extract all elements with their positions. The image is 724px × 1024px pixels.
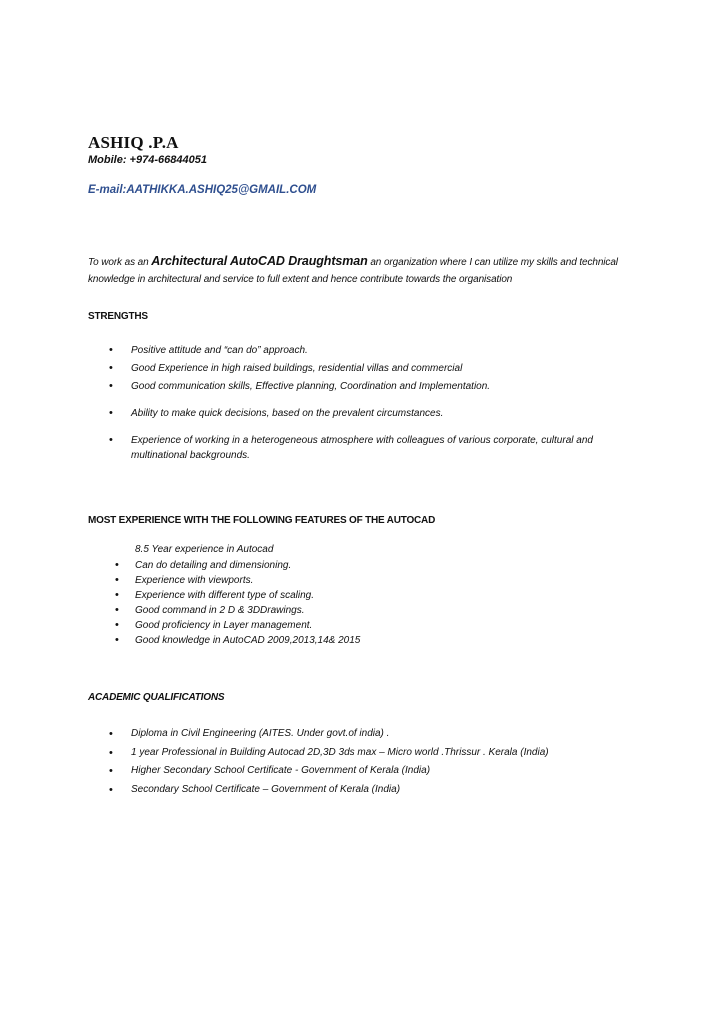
list-item xyxy=(109,725,651,744)
list-item-text: Ability to make quick decisions, based on the prevalent circumstances. xyxy=(131,408,444,419)
list-item-text: Higher Secondary School Certificate - Government of Kerala (India) xyxy=(131,765,431,776)
bullet-icon: • xyxy=(109,728,113,740)
bullet-icon: • xyxy=(115,619,119,631)
email-address[interactable]: E-mail:AATHIKKA.ASHIQ25@GMAIL.COM xyxy=(88,184,317,196)
academic-heading: ACADEMIC QUALIFICATIONS xyxy=(88,692,225,703)
bullet-icon: • xyxy=(115,559,119,571)
bullet-icon: • xyxy=(115,634,119,646)
list-item xyxy=(109,379,636,394)
bullet-icon: • xyxy=(109,746,113,759)
strengths-heading: STRENGTHS xyxy=(88,311,148,322)
list-item-text: 1 year Professional in Building Autocad 2D,3D 3ds max – Micro world .Thrissur . Kerala (India) xyxy=(131,746,549,758)
career-objective xyxy=(88,253,633,288)
candidate-name: ASHIQ .P.A xyxy=(88,133,179,152)
list-item-text: Secondary School Certificate – Government of Kerala (India) xyxy=(131,783,401,795)
list-item xyxy=(109,744,651,763)
bullet-icon: • xyxy=(115,574,119,586)
experience-intro: 8.5 Year experience in Autocad xyxy=(135,544,274,555)
list-item-text: Can do detailing and dimensioning. xyxy=(135,560,292,571)
list-item xyxy=(109,781,651,800)
list-item xyxy=(115,603,615,618)
bullet-icon: • xyxy=(109,344,113,356)
bullet-icon: • xyxy=(109,434,113,446)
list-item-text: Good Experience in high raised buildings, residential villas and commercial xyxy=(131,363,463,374)
bullet-icon: • xyxy=(115,589,119,601)
list-item-text: Diploma in Civil Engineering (AITES. Under govt.of india) . xyxy=(131,728,390,739)
objective-role: Architectural AutoCAD Draughtsman xyxy=(151,254,368,268)
bullet-icon: • xyxy=(109,407,113,419)
objective-suffix: an organization where I can utilize my skills and technical knowledge in architectural and service to full extent and hence contribute towards the organisation xyxy=(88,257,618,285)
list-item xyxy=(115,558,615,573)
bullet-icon: • xyxy=(109,362,113,374)
bullet-icon: • xyxy=(109,765,113,777)
list-item xyxy=(109,433,636,463)
list-item xyxy=(115,618,615,633)
list-item xyxy=(115,633,615,648)
list-item-text: Good knowledge in AutoCAD 2009,2013,14& 2015 xyxy=(135,635,361,646)
list-item-text: Positive attitude and “can do” approach. xyxy=(131,345,308,356)
bullet-icon: • xyxy=(109,783,113,796)
list-item-text: Experience with viewports. xyxy=(135,575,254,586)
list-item xyxy=(109,343,636,358)
mobile-number: Mobile: +974-66844051 xyxy=(88,154,207,166)
strengths-list xyxy=(109,343,636,466)
experience-heading: MOST EXPERIENCE WITH THE FOLLOWING FEATURES OF THE AUTOCAD xyxy=(88,515,436,526)
list-item-text: Experience with different type of scaling. xyxy=(135,590,314,601)
experience-list xyxy=(115,558,615,648)
objective-prefix: To work as an xyxy=(88,257,152,268)
list-item-text: Experience of working in a heterogeneous atmosphere with colleagues of various corporate, cultural and multinational backgrounds. xyxy=(131,435,593,461)
list-item xyxy=(109,361,636,376)
list-item xyxy=(109,762,651,781)
bullet-icon: • xyxy=(115,604,119,616)
list-item-text: Good proficiency in Layer management. xyxy=(135,620,313,631)
list-item xyxy=(115,588,615,603)
list-item xyxy=(109,406,636,421)
bullet-icon: • xyxy=(109,380,113,392)
academic-list xyxy=(109,725,651,799)
list-item-text: Good communication skills, Effective planning, Coordination and Implementation. xyxy=(131,381,491,392)
list-item-text: Good command in 2 D & 3DDrawings. xyxy=(135,605,305,616)
list-item xyxy=(115,573,615,588)
